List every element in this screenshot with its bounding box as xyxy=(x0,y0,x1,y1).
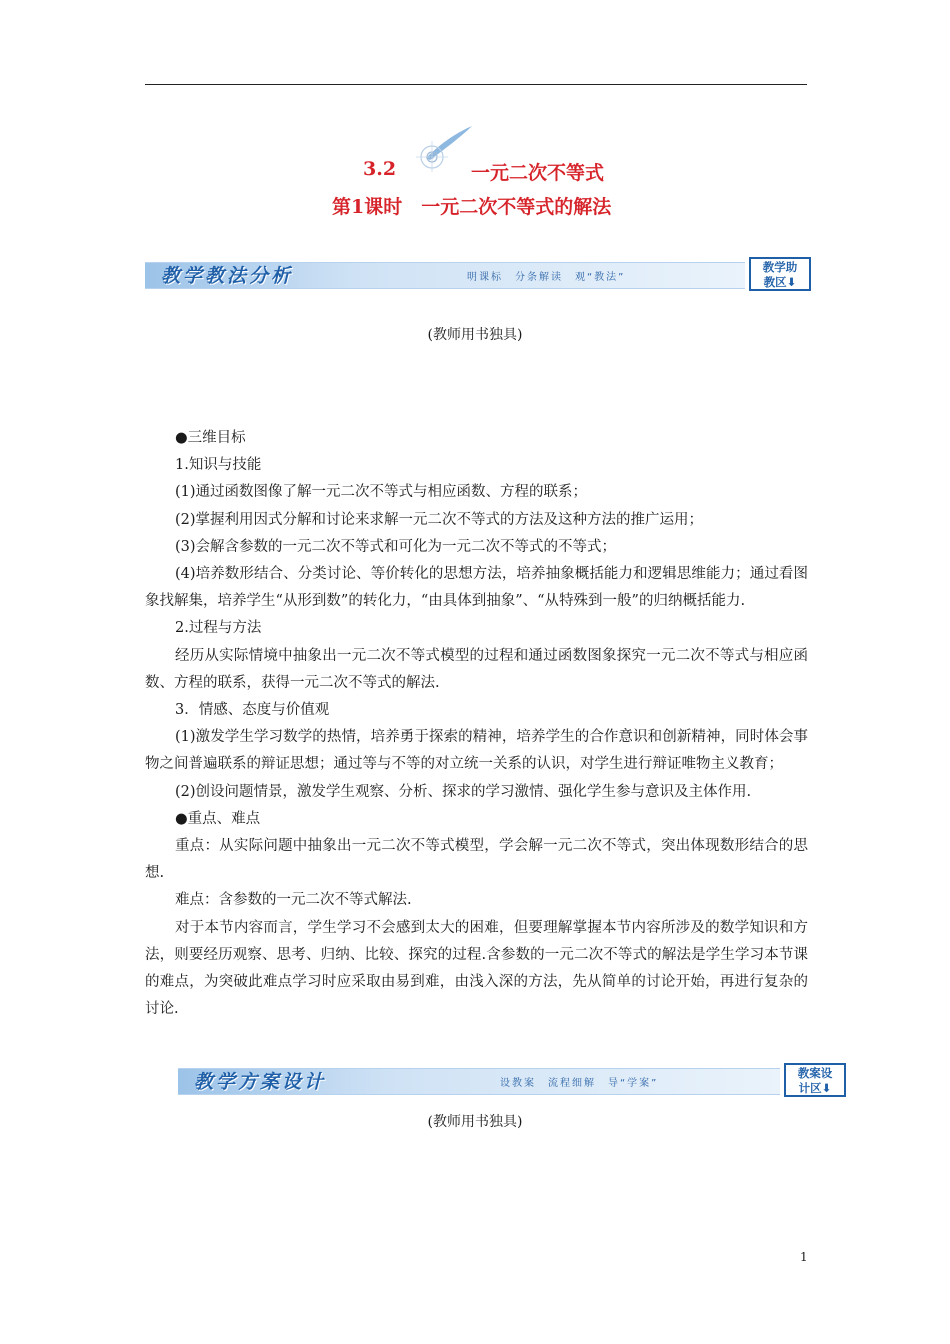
paragraph: (1)通过函数图像了解一元二次不等式与相应函数、方程的联系； xyxy=(175,484,588,501)
banner-tag xyxy=(749,257,811,291)
paragraph: 经历从实际情境中抽象出一元二次不等式模型的过程和通过函数图象探究一元二次不等式与相应函数、方程的联系，获得一元二次不等式的解法. xyxy=(145,647,808,691)
teacher-only-note: (教师用书独具) xyxy=(427,1114,523,1130)
paragraph: (4)培养数形结合、分类讨论、等价转化的思想方法，培养抽象概括能力和逻辑思维能力；通过看图象找解集，培养学生“从形到数”的转化力，“由具体到抽象”、“从特殊到一般”的归纳概括能力. xyxy=(145,566,808,610)
paragraph: (1)激发学生学习数学的热情，培养勇于探索的精神，培养学生的合作意识和创新精神，同时体会事物之间普遍联系的辩证思想；通过等与不等的对立统一关系的认识，对学生进行辩证唯物主义教育； xyxy=(145,729,808,773)
paragraph: 难点：含参数的一元二次不等式解法. xyxy=(175,892,412,909)
paragraph: 3．情感、态度与价值观 xyxy=(175,702,330,719)
paragraph: ●重点、难点 xyxy=(175,810,261,827)
top-rule xyxy=(145,84,807,85)
banner-subtitle: 设教案 流程细解 导“学案” xyxy=(500,1078,659,1089)
banner-subtitle: 明课标 分条解读 观“教法” xyxy=(467,272,626,283)
paragraph: 对于本节内容而言，学生学习不会感到太大的困难，但要理解掌握本节内容所涉及的数学知识和方法，则要经历观察、思考、归纳、比较、探究的过程.含参数的一元二次不等式的解法是学生学习本节课的难点，为突破此难点学习时应采取由易到难，由浅入深的方法，先从简单的讨论开始，再进行复杂的讨论. xyxy=(145,919,808,1018)
teacher-only-note: (教师用书独具) xyxy=(427,327,523,343)
banner-tag-line: 教区⬇ xyxy=(763,275,797,289)
paragraph: (2)掌握利用因式分解和讨论来求解一元二次不等式的方法及这种方法的推广运用； xyxy=(175,511,704,528)
paragraph: 1.知识与技能 xyxy=(175,457,262,474)
banner-teaching-plan xyxy=(178,1063,850,1099)
paragraph: 2.过程与方法 xyxy=(175,620,262,637)
banner-tag-line: 教案设 xyxy=(797,1066,833,1080)
banner-tag xyxy=(784,1063,846,1097)
paragraph: ●三维目标 xyxy=(175,430,246,446)
paragraph: 重点：从实际问题中抽象出一元二次不等式模型，学会解一元二次不等式，突出体现数形结合的思想. xyxy=(145,838,808,882)
section-heading xyxy=(0,158,950,184)
page-number: 1 xyxy=(800,1250,808,1264)
banner-tag-line: 教学助 xyxy=(762,260,798,274)
banner-title: 教学教法分析 xyxy=(161,265,294,287)
lesson-title: 第1课时 一元二次不等式的解法 xyxy=(332,196,612,218)
body-text xyxy=(145,425,808,1023)
section-number: 3.2 xyxy=(363,158,397,180)
banner-title: 教学方案设计 xyxy=(194,1071,327,1093)
paragraph: (2)创设问题情景，激发学生观察、分析、探求的学习激情、强化学生参与意识及主体作用. xyxy=(175,783,752,800)
banner-tag-line: 计区⬇ xyxy=(798,1081,832,1095)
section-title: 一元二次不等式 xyxy=(471,162,605,184)
banner-teaching-analysis xyxy=(145,257,815,293)
paragraph: (3)会解含参数的一元二次不等式和可化为一元二次不等式的不等式； xyxy=(175,538,617,555)
